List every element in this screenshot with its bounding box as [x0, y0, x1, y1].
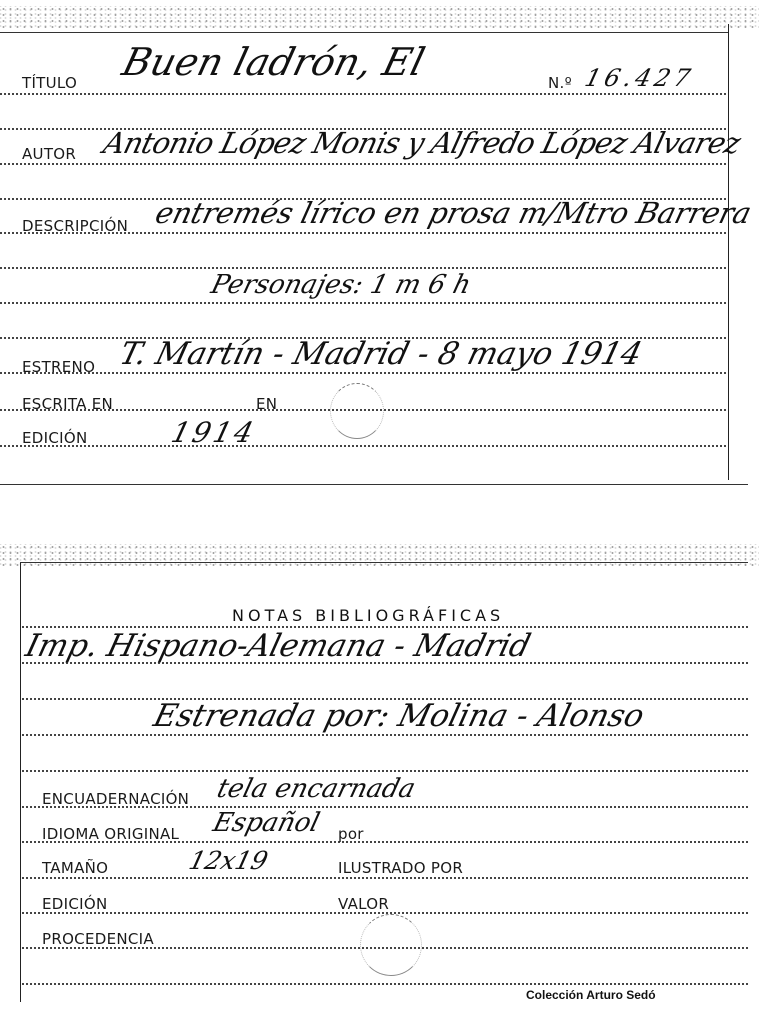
ruled-line — [22, 770, 748, 772]
personajes-value: Personajes: 1 m 6 h — [208, 270, 474, 300]
card-top-border — [20, 562, 748, 563]
edicion-label: EDICIÓN — [42, 895, 108, 913]
notas-heading: NOTAS BIBLIOGRÁFICAS — [232, 606, 505, 625]
ruled-line — [0, 93, 726, 95]
card-left-border — [20, 562, 21, 1002]
collection-credit: Colección Arturo Sedó — [526, 988, 656, 1002]
ruled-line — [22, 877, 748, 879]
ruled-line — [22, 734, 748, 736]
ruled-line — [22, 983, 748, 985]
estreno-label: ESTRENO — [22, 358, 96, 376]
estrenada-value: Estrenada por: Molina - Alonso — [150, 698, 648, 734]
titulo-label: TÍTULO — [22, 74, 78, 92]
tamano-label: TAMAÑO — [42, 859, 109, 877]
card-top-edge — [0, 6, 759, 28]
idioma-label: IDIOMA ORIGINAL — [42, 825, 180, 843]
faint-stamp — [330, 383, 384, 439]
encuadernacion-label: ENCUADERNACIÓN — [42, 790, 190, 808]
titulo-value: Buen ladrón, El — [118, 40, 430, 84]
numero-value: 16.427 — [582, 64, 697, 92]
autor-label: AUTOR — [22, 145, 77, 163]
faint-stamp — [360, 914, 422, 976]
descripcion-label: DESCRIPCIÓN — [22, 217, 129, 235]
valor-label: VALOR — [338, 895, 390, 913]
autor-value: Antonio López Monis y Alfredo López Alvarez — [100, 126, 744, 160]
card-top-border — [0, 32, 728, 33]
ruled-line — [0, 163, 726, 165]
catalog-card-back — [0, 538, 759, 1028]
catalog-card-front — [0, 0, 759, 492]
en-label: EN — [256, 395, 278, 413]
estreno-value: T. Martín - Madrid - 8 mayo 1914 — [116, 336, 646, 372]
encuadernacion-value: tela encarnada — [214, 774, 419, 804]
por-label: por — [338, 825, 364, 843]
idioma-value: Español — [210, 808, 323, 838]
tamano-value: 12x19 — [186, 846, 271, 875]
imprenta-value: Imp. Hispano-Alemana - Madrid — [22, 628, 535, 664]
escrita-en-label: ESCRITA EN — [22, 395, 114, 413]
ruled-line — [0, 445, 726, 447]
ruled-line — [0, 267, 726, 269]
card-bottom-border — [0, 484, 748, 485]
edicion-label: EDICIÓN — [22, 429, 88, 447]
edicion-value: 1914 — [168, 416, 260, 449]
numero-label: N.º — [548, 74, 572, 92]
descripcion-value: entremés lírico en prosa m/Mtro Barrera — [152, 196, 755, 230]
procedencia-label: PROCEDENCIA — [42, 930, 154, 948]
ilustrado-label: ILUSTRADO POR — [338, 859, 464, 877]
card-right-border — [728, 24, 729, 480]
ruled-line — [0, 372, 726, 374]
ruled-line — [0, 302, 726, 304]
